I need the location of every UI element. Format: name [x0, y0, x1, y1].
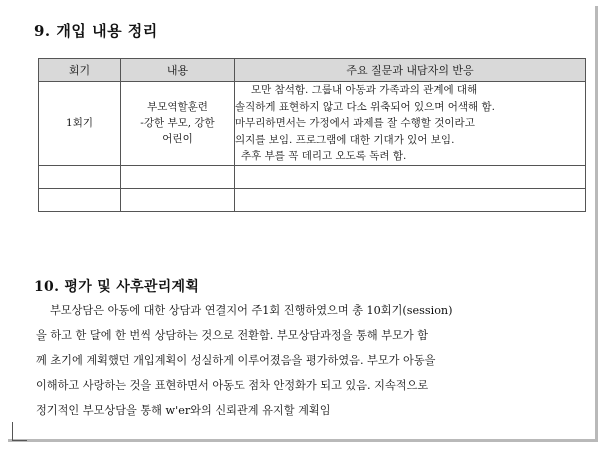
table-row: [39, 165, 586, 188]
empty-cell: [39, 188, 121, 211]
notes-line: 모만 참석함. 그룹내 아동과 가족과의 관계에 대해: [251, 84, 478, 96]
notes-cell: [235, 82, 586, 166]
page-corner-mark: [12, 422, 27, 441]
document-page: [8, 6, 598, 442]
table-row: [39, 188, 586, 211]
table-header-row: [39, 59, 586, 82]
notes-line: 솔직하게 표현하지 않고 다소 위축되어 있으며 어색해 함.: [235, 100, 495, 113]
header-content: 내용: [121, 59, 235, 82]
empty-cell: [235, 188, 586, 211]
paragraph-line: 께 초기에 계획했던 개입계획이 성실하게 이루어졌음을 평가하였음. 부모가 아동을: [36, 354, 436, 367]
paragraph-line: 부모상담은 아동에 대한 상담과 연결지어 주1회 진행하였으며 총 10회기(session): [50, 304, 453, 317]
session-cell: 1회기: [39, 82, 121, 166]
content-cell: [121, 82, 235, 166]
header-session: 회기: [39, 59, 121, 82]
content-line: 부모역할훈련: [147, 101, 208, 114]
notes-line: 추후 부를 꼭 데리고 오도록 독려 함.: [241, 150, 407, 162]
section-9-title: 9. 개입 내용 정리: [34, 22, 158, 40]
paragraph-line: 을 하고 한 달에 한 번씩 상담하는 것으로 전환함. 부모상담과정을 통해 부모가 함: [36, 329, 429, 342]
empty-cell: [39, 165, 121, 188]
evaluation-paragraph: [36, 298, 596, 423]
notes-line: 마무리하면서는 가정에서 과제를 잘 수행할 것이라고: [235, 117, 475, 129]
notes-line: 의지를 보임. 프로그램에 대한 기대가 있어 보임.: [235, 133, 455, 146]
section-10-title: 10. 평가 및 사후관리계획: [34, 279, 200, 295]
empty-cell: [121, 165, 235, 188]
empty-cell: [235, 165, 586, 188]
content-line: 어린이: [162, 133, 193, 146]
intervention-table: [38, 58, 586, 212]
content-line: -강한 부모, 강한: [140, 117, 215, 130]
paragraph-line: 이해하고 사랑하는 것을 표현하면서 아동도 점차 안정화가 되고 있음. 지속적으로: [36, 379, 429, 392]
table-row: [39, 82, 586, 166]
header-notes: 주요 질문과 내담자의 반응: [235, 59, 586, 82]
paragraph-line: 정기적인 부모상담을 통해 w'er와의 신뢰관계 유지할 계획임: [36, 404, 331, 417]
empty-cell: [121, 188, 235, 211]
